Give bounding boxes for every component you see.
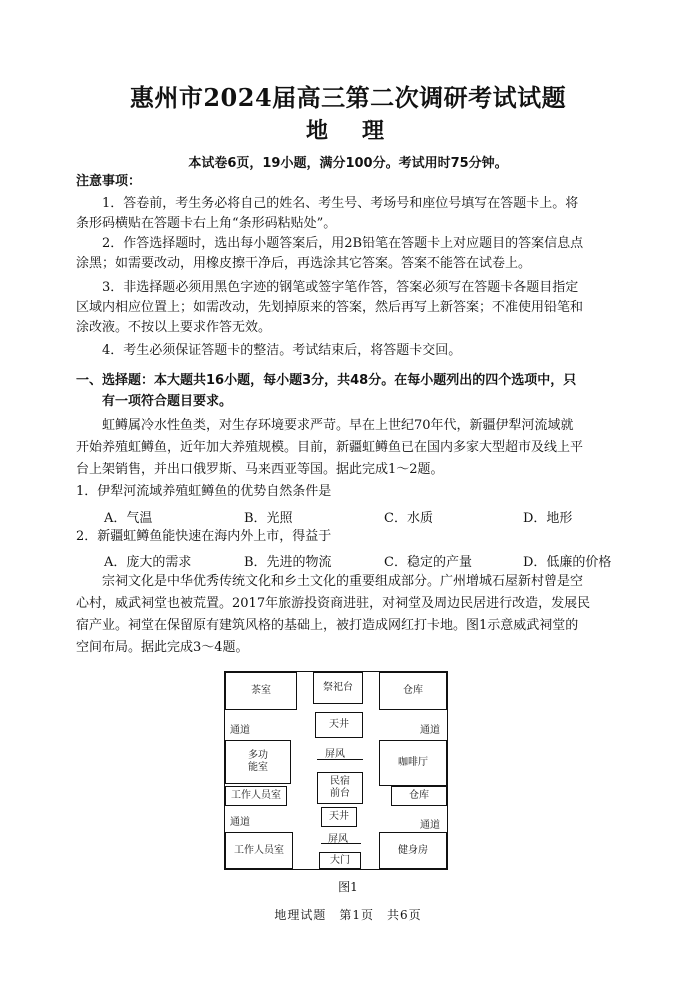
passage-left-bottom: 通道 <box>230 817 250 828</box>
subject-title: 地 理 <box>305 118 390 144</box>
exam-info: 本试卷6页，19小题，满分100分。考试用时75分钟。 <box>188 156 508 171</box>
courtyard-top: 天井 <box>315 712 363 738</box>
altar: 祭祀台 <box>313 672 363 704</box>
q1-option-b: B．光照 <box>244 511 293 526</box>
question-1-stem: 1．伊犁河流域养殖虹鳟鱼的优势自然条件是 <box>76 484 332 499</box>
notice-heading: 注意事项： <box>76 174 142 189</box>
bnb-reception: 民宿 前台 <box>317 772 363 804</box>
notice-line: 涂黑；如需要改动，用橡皮擦干净后，再选涂其它答案。答案不能答在试卷上。 <box>76 256 532 271</box>
main-gate: 大门 <box>319 852 361 869</box>
staff-room-top: 工作人员室 <box>225 786 287 806</box>
staff-room-bottom: 工作人员室 <box>225 832 293 869</box>
q2-option-b: B．先进的物流 <box>244 555 332 570</box>
q2-option-c: C．稳定的产量 <box>384 555 472 570</box>
screen-bottom-line <box>321 843 361 844</box>
notice-line: 区域内相应位置上；如需改动，先划掉原来的答案，然后再写上新答案；不准使用铅笔和 <box>76 300 584 315</box>
passage-left-top: 通道 <box>230 725 250 736</box>
q2-option-d: D．低廉的价格 <box>523 555 612 570</box>
q1-option-a: A．气温 <box>104 511 153 526</box>
notice-line: 条形码横贴在答题卡右上角“条形码粘贴处”。 <box>76 216 337 231</box>
passage-line: 空间布局。据此完成3～4题。 <box>76 640 249 655</box>
figure-1-layout <box>224 671 448 870</box>
passage-line: 宿产业。祠堂在保留原有建筑风格的基础上，被打造成网红打卡地。图1示意威武祠堂的 <box>76 618 579 633</box>
section-heading: 一、选择题：本大题共16小题，每小题3分，共48分。在每小题列出的四个选项中，只 <box>76 373 577 388</box>
question-2-stem: 2．新疆虹鳟鱼能快速在海内外上市，得益于 <box>76 529 332 544</box>
warehouse-top: 仓库 <box>379 672 447 710</box>
gym: 健身房 <box>379 832 447 869</box>
page-footer: 地理试题 第1页 共6页 <box>274 908 422 922</box>
q1-option-c: C．水质 <box>384 511 433 526</box>
passage-line: 宗祠文化是中华优秀传统文化和乡土文化的重要组成部分。广州增城石屋新村曾是空 <box>102 574 584 589</box>
passage-line: 虹鳟属冷水性鱼类，对生存环境要求严苛。早在上世纪70年代，新疆伊犁河流域就 <box>102 418 574 433</box>
q1-option-d: D．地形 <box>523 511 573 526</box>
multi-function-room: 多功 能室 <box>225 740 291 784</box>
exam-title: 惠州市2024届高三第二次调研考试试题 <box>129 83 567 112</box>
notice-line: 2．作答选择题时，选出每小题答案后，用2B铅笔在答题卡上对应题目的答案信息点 <box>102 236 584 251</box>
notice-line: 4．考生必须保证答题卡的整洁。考试结束后，将答题卡交回。 <box>102 343 462 358</box>
q2-option-a: A．庞大的需求 <box>104 555 192 570</box>
cafe: 咖啡厅 <box>379 740 447 786</box>
notice-line: 3．非选择题必须用黑色字迹的钢笔或签字笔作答，答案必须写在答题卡各题目指定 <box>102 280 579 295</box>
screen-top-line <box>317 759 363 760</box>
passage-line: 开始养殖虹鳟鱼，近年加大养殖规模。目前，新疆虹鳟鱼已在国内多家大型超市及线上平 <box>76 440 584 455</box>
passage-line: 台上架销售，并出口俄罗斯、马来西亚等国。据此完成1～2题。 <box>76 462 444 477</box>
passage-right-top: 通道 <box>420 725 440 736</box>
courtyard-bottom: 天井 <box>321 807 357 827</box>
screen-bottom: 屏风 <box>328 834 348 845</box>
figure-caption: 图1 <box>338 880 358 894</box>
warehouse-mid: 仓库 <box>391 786 447 806</box>
screen-top: 屏风 <box>325 749 345 760</box>
section-heading-cont: 有一项符合题目要求。 <box>102 394 233 409</box>
passage-right-bottom: 通道 <box>420 820 440 831</box>
passage-line: 心村，威武祠堂也被荒置。2017年旅游投资商进驻，对祠堂及周边民居进行改造，发展民 <box>76 596 591 611</box>
tea-room: 茶室 <box>225 672 297 710</box>
notice-line: 1．答卷前，考生务必将自己的姓名、考生号、考场号和座位号填写在答题卡上。将 <box>102 196 579 211</box>
notice-line: 涂改液。不按以上要求作答无效。 <box>76 320 272 335</box>
